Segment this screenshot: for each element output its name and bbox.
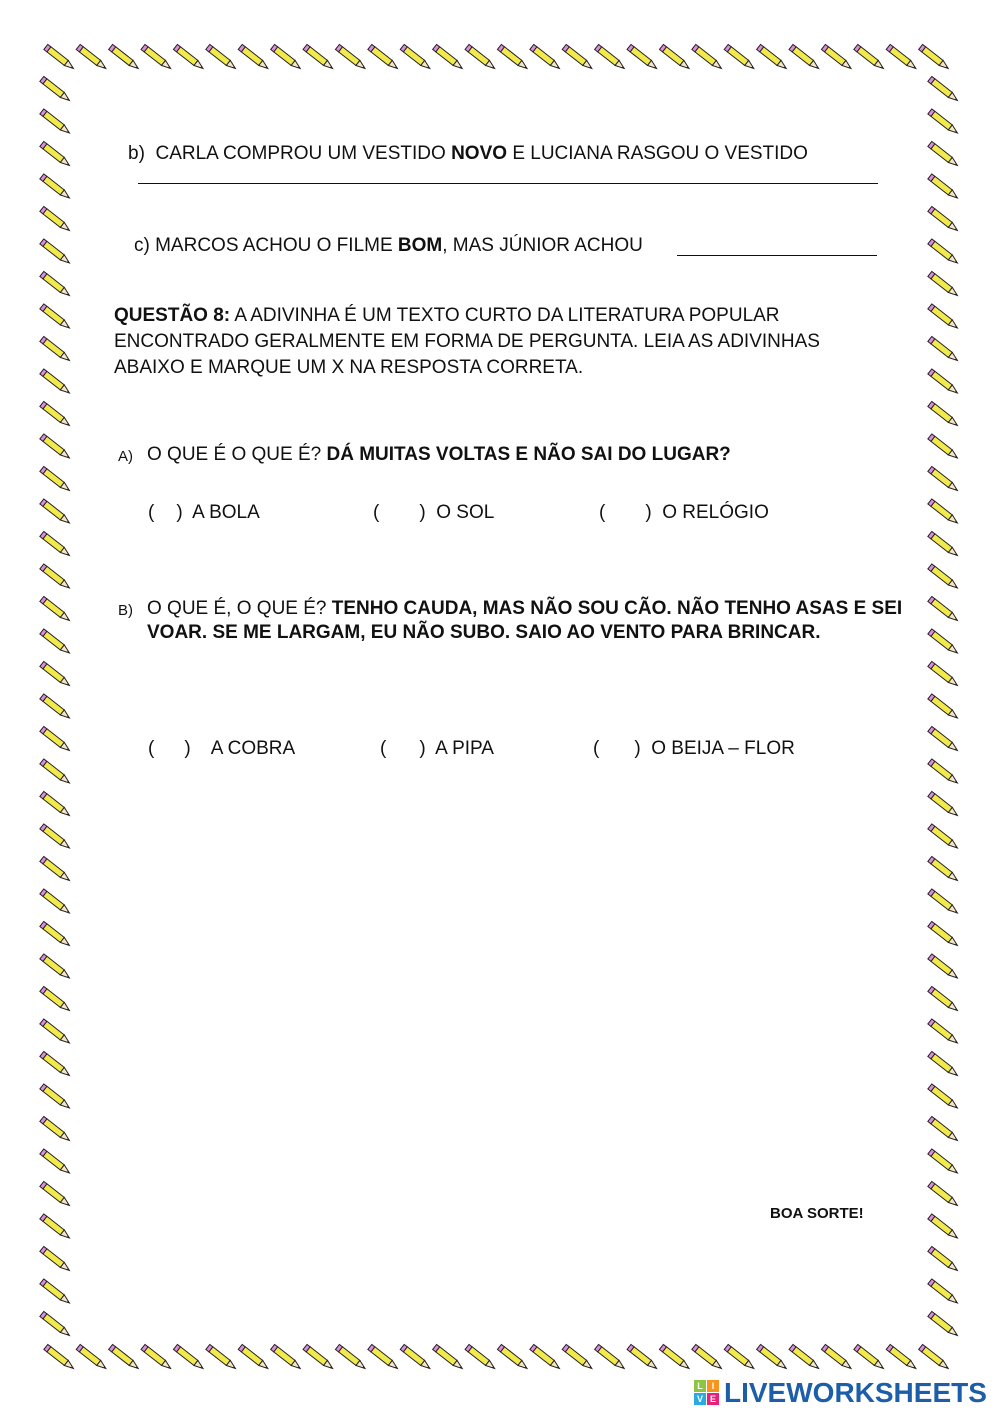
pencil-icon xyxy=(141,44,173,71)
pencil-icon xyxy=(40,759,72,786)
pencil-icon xyxy=(271,44,303,71)
pencil-icon xyxy=(40,141,72,168)
checkbox-open: ( xyxy=(148,502,155,523)
pencil-icon xyxy=(40,1149,72,1176)
pencil-icon xyxy=(854,1344,886,1371)
pencil-icon xyxy=(303,44,335,71)
pencil-icon xyxy=(928,1149,960,1176)
pencil-icon xyxy=(40,1116,72,1143)
pencil-icon xyxy=(141,1344,173,1371)
pencil-icon xyxy=(40,921,72,948)
pencil-icon xyxy=(40,1181,72,1208)
riddle-a-option-1[interactable] xyxy=(148,501,260,525)
pencil-icon xyxy=(928,1116,960,1143)
riddle-a-text: DÁ MUITAS VOLTAS E NÃO SAI DO LUGAR? xyxy=(326,444,731,465)
pencil-icon xyxy=(595,1344,627,1371)
checkbox-close: ) xyxy=(176,502,183,523)
pencil-icon xyxy=(40,824,72,851)
riddle-b-text: TENHO CAUDA, MAS NÃO SOU CÃO. NÃO TENHO ASAS E SEI VOAR. SE ME LARGAM, EU NÃO SUBO. SAIO AO VENTO PARA BRINCAR. xyxy=(147,598,903,643)
riddle-b-option-2[interactable] xyxy=(380,737,494,761)
exercise-c-text-before: MARCOS ACHOU O FILME xyxy=(155,235,393,256)
liveworksheets-brand xyxy=(694,1376,987,1410)
pencil-icon xyxy=(692,44,724,71)
pencil-icon xyxy=(497,44,529,71)
pencil-icon xyxy=(173,1344,205,1371)
pencil-icon xyxy=(724,1344,756,1371)
pencil-icon xyxy=(173,44,205,71)
pencil-icon xyxy=(562,44,594,71)
pencil-icon xyxy=(40,1279,72,1306)
riddle-a-option-1-label: A BOLA xyxy=(192,502,260,523)
pencil-icon xyxy=(40,499,72,526)
pencil-icon xyxy=(928,791,960,818)
pencil-icon xyxy=(40,629,72,656)
pencil-icon xyxy=(238,1344,270,1371)
pencil-icon xyxy=(928,921,960,948)
pencil-icon xyxy=(40,889,72,916)
pencil-icon xyxy=(433,1344,465,1371)
pencil-icon xyxy=(368,44,400,71)
pencil-icon xyxy=(928,531,960,558)
riddle-b-option-1-label: A COBRA xyxy=(210,738,296,759)
riddle-a-option-3[interactable] xyxy=(599,501,769,525)
riddle-b-option-1[interactable] xyxy=(148,737,295,761)
pencil-icon xyxy=(40,206,72,233)
riddle-b-option-2-label: A PIPA xyxy=(435,738,494,759)
pencil-icon xyxy=(40,1019,72,1046)
pencil-icon xyxy=(368,1344,400,1371)
pencil-icon xyxy=(928,174,960,201)
pencil-icon xyxy=(928,1279,960,1306)
checkbox-close: ) xyxy=(645,502,652,523)
pencil-icon xyxy=(928,661,960,688)
pencil-icon xyxy=(109,44,141,71)
pencil-icon xyxy=(928,596,960,623)
pencil-icon xyxy=(433,44,465,71)
pencil-icon xyxy=(40,76,72,103)
pencil-icon xyxy=(928,1214,960,1241)
exercise-c-answer-line[interactable] xyxy=(677,255,877,256)
exercise-b-answer-line[interactable] xyxy=(138,183,878,184)
pencil-icon xyxy=(206,44,238,71)
question-8-instructions xyxy=(114,303,894,381)
pencil-icon xyxy=(886,44,918,71)
pencil-icon xyxy=(40,369,72,396)
riddle-b-marker: B) xyxy=(118,602,133,619)
pencil-icon xyxy=(40,271,72,298)
pencil-icon xyxy=(465,1344,497,1371)
checkbox-open: ( xyxy=(380,738,387,759)
pencil-icon xyxy=(692,1344,724,1371)
pencil-icon xyxy=(928,1051,960,1078)
pencil-icon xyxy=(400,1344,432,1371)
pencil-icon xyxy=(40,531,72,558)
exercise-b-bold-word: NOVO xyxy=(451,143,508,164)
pencil-icon xyxy=(335,1344,367,1371)
svg-text:I: I xyxy=(711,1381,715,1391)
pencil-icon xyxy=(40,1214,72,1241)
pencil-icon xyxy=(928,726,960,753)
svg-text:V: V xyxy=(696,1394,704,1404)
pencil-icon xyxy=(40,336,72,363)
pencil-icon xyxy=(40,174,72,201)
pencil-icon xyxy=(928,499,960,526)
pencil-icon xyxy=(76,1344,108,1371)
pencil-icon xyxy=(928,954,960,981)
pencil-icon xyxy=(928,271,960,298)
pencil-icon xyxy=(40,466,72,493)
riddle-b-option-3-label: O BEIJA – FLOR xyxy=(651,738,795,759)
good-luck-text: BOA SORTE! xyxy=(770,1205,864,1222)
checkbox-open: ( xyxy=(373,502,380,523)
riddle-a-option-2[interactable] xyxy=(373,501,494,525)
pencil-icon xyxy=(928,759,960,786)
pencil-icon xyxy=(928,76,960,103)
riddle-b-intro: O QUE É, O QUE É? xyxy=(147,598,327,619)
pencil-icon xyxy=(40,401,72,428)
pencil-icon xyxy=(44,44,76,71)
pencil-icon xyxy=(595,44,627,71)
pencil-icon xyxy=(928,304,960,331)
pencil-icon xyxy=(928,856,960,883)
pencil-icon xyxy=(40,986,72,1013)
pencil-icon xyxy=(271,1344,303,1371)
pencil-icon xyxy=(928,1246,960,1273)
checkbox-close: ) xyxy=(419,502,426,523)
pencil-icon xyxy=(40,791,72,818)
pencil-icon xyxy=(238,44,270,71)
exercise-b-label: b) xyxy=(128,143,145,164)
pencil-icon xyxy=(40,564,72,591)
pencil-icon xyxy=(886,1344,918,1371)
exercise-c-label: c) xyxy=(134,235,150,256)
pencil-icon xyxy=(40,1084,72,1111)
pencil-icon xyxy=(928,889,960,916)
pencil-icon xyxy=(928,336,960,363)
pencil-icon xyxy=(40,1311,72,1338)
pencil-icon xyxy=(928,369,960,396)
riddle-b-question xyxy=(147,597,907,645)
checkbox-close: ) xyxy=(419,738,426,759)
exercise-c-bold-word: BOM xyxy=(397,235,443,256)
pencil-icon xyxy=(40,239,72,266)
pencil-icon xyxy=(928,986,960,1013)
pencil-icon xyxy=(627,1344,659,1371)
checkbox-open: ( xyxy=(593,738,600,759)
question-8-text: A ADIVINHA É UM TEXTO CURTO DA LITERATURA POPULAR ENCONTRADO GERALMENTE EM FORMA DE PERGUNTA. LEIA AS ADIVINHAS ABAIXO E MARQUE UM X NA RESPOSTA CORRETA. xyxy=(114,305,820,378)
checkbox-open: ( xyxy=(148,738,155,759)
pencil-icon xyxy=(928,206,960,233)
pencil-icon xyxy=(400,44,432,71)
checkbox-close: ) xyxy=(184,738,191,759)
exercise-b-text-after: E LUCIANA RASGOU O VESTIDO xyxy=(512,143,808,164)
pencil-icon xyxy=(928,694,960,721)
pencil-icon xyxy=(928,824,960,851)
pencil-icon xyxy=(928,141,960,168)
riddle-a-option-2-label: O SOL xyxy=(436,502,495,523)
pencil-icon xyxy=(789,1344,821,1371)
svg-text:E: E xyxy=(709,1394,717,1404)
pencil-icon xyxy=(40,596,72,623)
checkbox-open: ( xyxy=(599,502,606,523)
svg-text:L: L xyxy=(697,1381,703,1391)
pencil-icon xyxy=(335,44,367,71)
riddle-b-option-3[interactable] xyxy=(593,737,795,761)
pencil-icon xyxy=(44,1344,76,1371)
pencil-icon xyxy=(724,44,756,71)
liveworksheets-logo-icon xyxy=(694,1380,720,1406)
riddle-a-question xyxy=(147,443,731,467)
pencil-icon xyxy=(40,1246,72,1273)
pencil-icon xyxy=(821,44,853,71)
exercise-c-text-after: , MAS JÚNIOR ACHOU xyxy=(442,235,643,256)
pencil-icon xyxy=(627,44,659,71)
pencil-icon xyxy=(928,239,960,266)
pencil-icon xyxy=(206,1344,238,1371)
riddle-a-intro: O QUE É O QUE É? xyxy=(147,444,322,465)
pencil-icon xyxy=(659,1344,691,1371)
pencil-icon xyxy=(757,1344,789,1371)
pencil-icon xyxy=(659,44,691,71)
exercise-b-text-before: CARLA COMPROU UM VESTIDO xyxy=(155,143,446,164)
pencil-icon xyxy=(919,1344,951,1371)
checkbox-close: ) xyxy=(634,738,641,759)
pencil-icon xyxy=(40,109,72,136)
pencil-icon xyxy=(40,856,72,883)
riddle-a-marker: A) xyxy=(118,448,133,465)
pencil-icon xyxy=(497,1344,529,1371)
pencil-icon xyxy=(928,1311,960,1338)
pencil-icon xyxy=(928,401,960,428)
pencil-icon xyxy=(40,694,72,721)
question-8-heading: QUESTÃO 8: xyxy=(114,305,231,326)
pencil-icon xyxy=(530,1344,562,1371)
pencil-icon xyxy=(919,44,951,71)
pencil-icon xyxy=(928,564,960,591)
pencil-icon xyxy=(757,44,789,71)
exercise-b xyxy=(128,142,808,166)
pencil-icon xyxy=(928,1019,960,1046)
pencil-icon xyxy=(40,304,72,331)
pencil-icon xyxy=(928,629,960,656)
pencil-icon xyxy=(40,726,72,753)
pencil-icon xyxy=(109,1344,141,1371)
pencil-icon xyxy=(303,1344,335,1371)
pencil-icon xyxy=(40,954,72,981)
pencil-icon xyxy=(789,44,821,71)
pencil-icon xyxy=(928,466,960,493)
pencil-icon xyxy=(821,1344,853,1371)
pencil-icon xyxy=(76,44,108,71)
pencil-icon xyxy=(928,109,960,136)
pencil-icon xyxy=(854,44,886,71)
riddle-a-option-3-label: O RELÓGIO xyxy=(662,502,769,523)
pencil-icon xyxy=(928,1084,960,1111)
pencil-icon xyxy=(465,44,497,71)
liveworksheets-wordmark: LIVEWORKSHEETS xyxy=(724,1377,987,1408)
pencil-icon xyxy=(40,661,72,688)
pencil-icon xyxy=(530,44,562,71)
pencil-icon xyxy=(928,434,960,461)
pencil-icon xyxy=(928,1181,960,1208)
pencil-icon xyxy=(562,1344,594,1371)
exercise-c xyxy=(134,234,643,258)
pencil-icon xyxy=(40,1051,72,1078)
pencil-icon xyxy=(40,434,72,461)
